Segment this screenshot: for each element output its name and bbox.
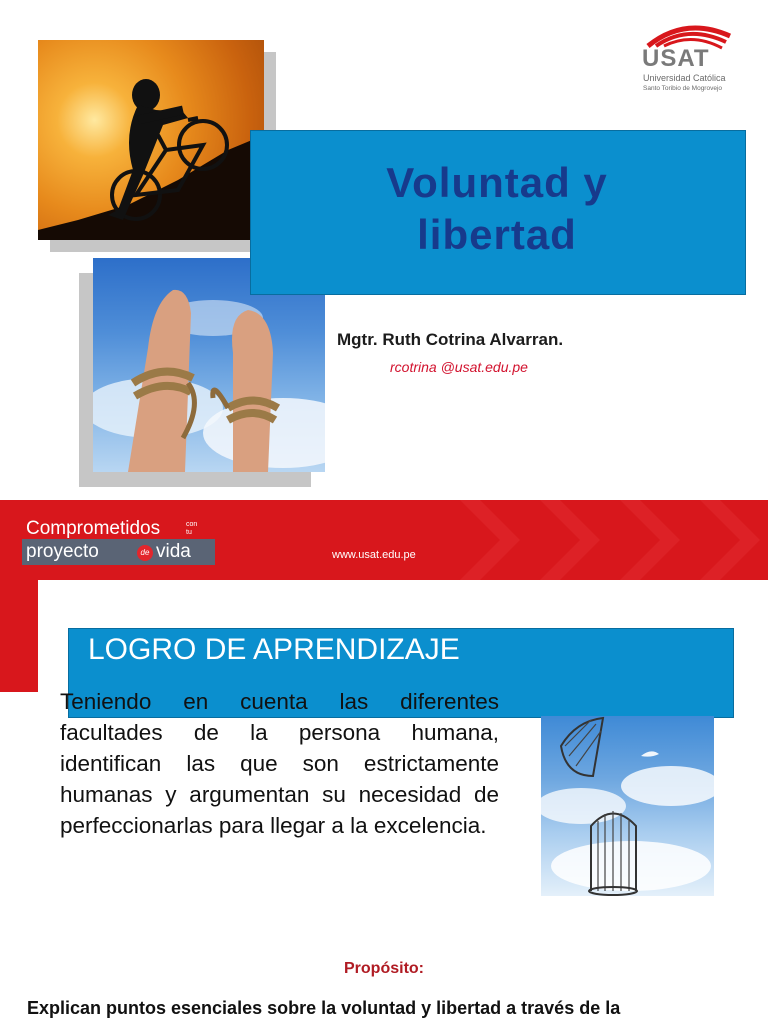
proposito-label: Propósito: [344,960,424,977]
title-line-1: Voluntad y [386,159,608,206]
logro-paragraph: Teniendo en cuenta las diferentes facultades de la persona humana, identifican las que son estrictamente humanas y argumentan su necesidad de perfeccionarlas para llegar a la excelencia. [60,689,499,838]
birdcage-photo [541,716,714,896]
open-birdcage-icon [541,716,714,896]
slide-title [250,157,744,261]
side-red-bar [0,580,38,692]
usat-logo-subtitle: Universidad Católica [643,73,726,83]
title-line-2: libertad [417,211,577,258]
author-name: Mgtr. Ruth Cotrina Alvarran. [337,330,564,349]
website-url[interactable]: www.usat.edu.pe [332,549,416,561]
slogan-de-badge: de [137,545,153,561]
slogan-word-3: vida [156,541,191,562]
slogan-word-2: proyecto [26,541,99,562]
author-email[interactable]: rcotrina @usat.edu.pe [390,359,528,375]
cyclist-silhouette [38,40,264,240]
usat-logo-text: USAT [642,45,710,72]
proposito-text: Explican puntos esenciales sobre la voluntad y libertad a través de la [27,998,621,1018]
slogan-small: con tu [186,521,198,536]
cyclist-photo [38,40,264,240]
logro-heading: LOGRO DE APRENDIZAJE [88,633,460,666]
usat-logo-subtitle-2: Santo Toribio de Mogrovejo [643,85,723,92]
slogan-word-1: Comprometidos [26,518,161,539]
